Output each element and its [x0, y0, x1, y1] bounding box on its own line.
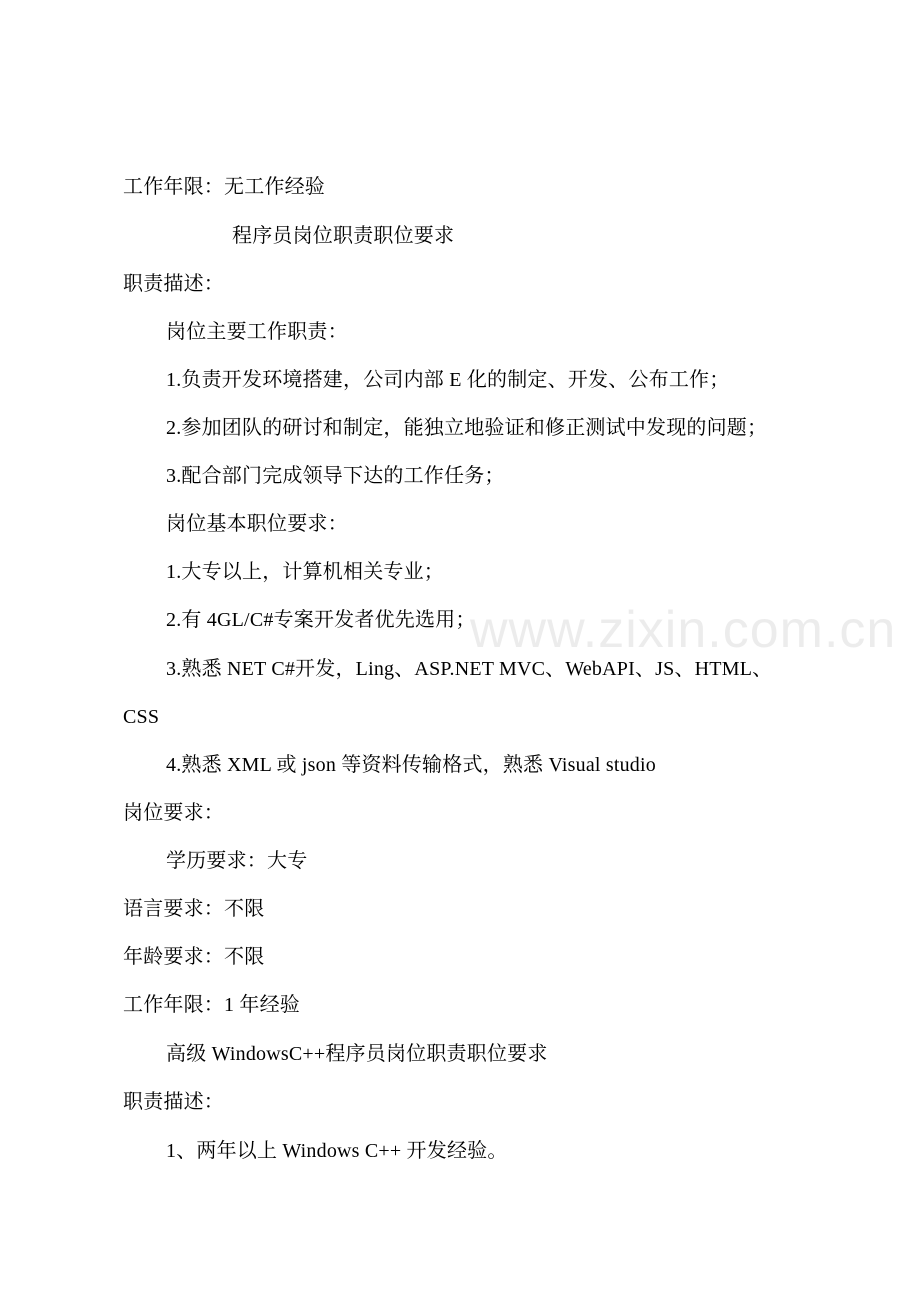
section-title: 程序员岗位职责职位要求	[232, 225, 455, 247]
watermark-text: www.zixin.com.cn	[470, 601, 897, 659]
requirement-subheading: 岗位基本职位要求：	[166, 513, 348, 535]
requirement-item-continued: CSS	[123, 706, 160, 728]
requirement-item: 4.熟悉 XML 或 json 等资料传输格式，熟悉 Visual studio	[166, 754, 656, 776]
duty-item: 1、两年以上 Windows C++ 开发经验。	[166, 1140, 508, 1162]
duty-heading: 职责描述：	[123, 1091, 224, 1113]
duty-subheading: 岗位主要工作职责：	[166, 321, 348, 343]
duty-item: 2.参加团队的研讨和制定，能独立地验证和修正测试中发现的问题；	[166, 417, 768, 439]
duty-item: 3.配合部门完成领导下达的工作任务；	[166, 465, 505, 487]
education-requirement: 学历要求：大专	[166, 850, 308, 872]
age-requirement: 年龄要求：不限	[123, 946, 265, 968]
language-requirement: 语言要求：不限	[123, 898, 265, 920]
requirement-item: 1.大专以上，计算机相关专业；	[166, 561, 444, 583]
requirement-item: 3.熟悉 NET C#开发，Ling、ASP.NET MVC、WebAPI、JS、HTML、	[166, 658, 773, 680]
work-years-line: 工作年限：无工作经验	[123, 176, 325, 198]
duty-heading: 职责描述：	[123, 273, 224, 295]
duty-item: 1.负责开发环境搭建，公司内部 E 化的制定、开发、公布工作；	[166, 369, 730, 391]
work-years-line: 工作年限：1 年经验	[123, 994, 300, 1016]
requirement-item: 2.有 4GL/C#专案开发者优先选用；	[166, 609, 476, 631]
section-title: 高级 WindowsC++程序员岗位职责职位要求	[166, 1043, 548, 1065]
position-requirement-heading: 岗位要求：	[123, 802, 224, 824]
